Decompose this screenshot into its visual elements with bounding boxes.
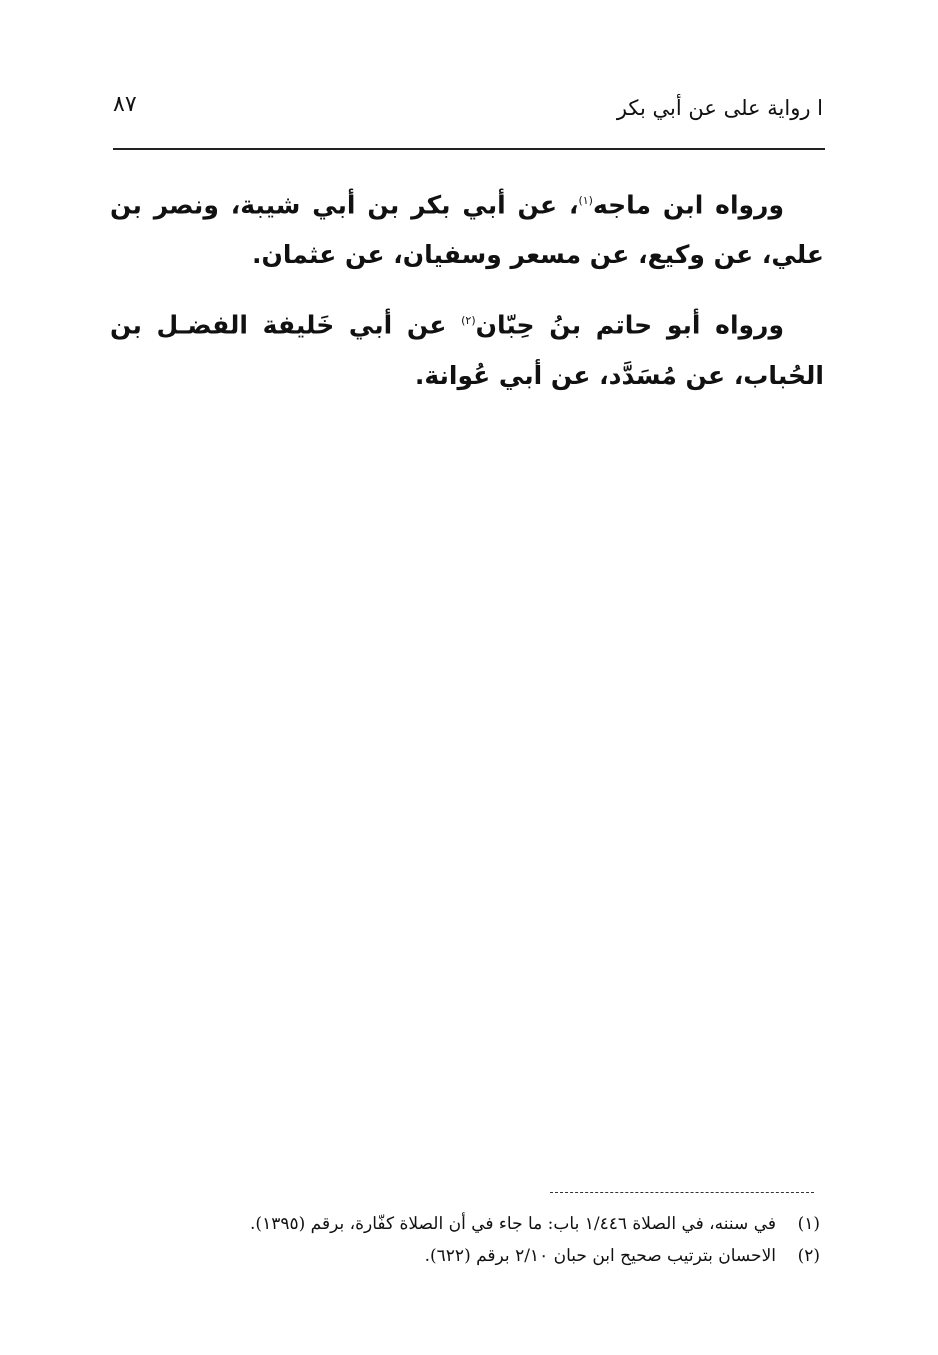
- footnotes: [150, 1208, 820, 1272]
- header-rule: [113, 148, 825, 150]
- running-head: [113, 92, 823, 132]
- page-number: ٨٧: [113, 92, 137, 117]
- paragraph-text: ورواه أبو حاتم بنُ حِبّان: [475, 310, 784, 340]
- footnote-item: [150, 1240, 820, 1272]
- footnote-marker: (١): [578, 194, 593, 207]
- paragraph-text: ، عن أبي بكر بن أبي شيبة، ونصر بن علي، عن وكيع، عن مسعر وسفيان، عن عثمان.: [110, 190, 824, 270]
- footnote-text: في سننه، في الصلاة ١/٤٤٦ باب: ما جاء في أن الصلاة كفّارة، برقم (١٣٩٥).: [250, 1214, 776, 1234]
- footnote-number: (٢): [797, 1246, 820, 1266]
- footnote-separator: [550, 1192, 814, 1193]
- footnote-text: الاحسان بترتيب صحيح ابن حبان ٢/١٠ برقم (٦٢٢).: [424, 1246, 776, 1266]
- footnote-marker: (٢): [461, 314, 476, 328]
- running-title: ا رواية على عن أبي بكر: [616, 96, 823, 120]
- paragraph-ibn-majah: [110, 176, 824, 280]
- paragraph-text: عن أبي خَليفة الفضـل بن الحُباب، عن مُسَدَّد، عن أبي عُوانة.: [110, 310, 824, 390]
- paragraph-ibn-hibban: [110, 296, 824, 400]
- paragraph-text: ورواه ابن ماجه: [592, 190, 784, 220]
- footnote-number: (١): [797, 1214, 820, 1234]
- footnote-item: [150, 1208, 820, 1240]
- main-text: [110, 176, 824, 417]
